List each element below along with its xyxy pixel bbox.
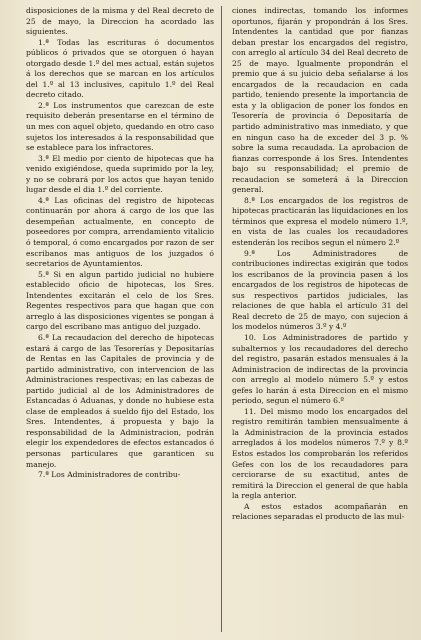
paragraph-left-0: disposiciones de la misma y del Real decreto de 25 de mayo, la Direccion ha acordado las siguientes. [26, 6, 214, 37]
paragraph-right-2: 9.ª Los Administradores de contribuciones indirectas exigirán que todos los escribanos de la provincia pasen á los encargados de los registros de hipotecas de sus respectivos partidos judiciales, las relaciones de que habla el artículo 31 del Real decreto de 25 de mayo, con sujecion á los modelos números 3.º y 4.º [232, 248, 408, 332]
paragraph-right-5: A estos estados acompañarán en relaciones separadas el producto de las mul- [232, 501, 408, 522]
paragraph-right-1: 8.ª Los encargados de los registros de hipotecas practicarán las liquidaciones en los términos que expresa el modelo número 1.º, en vista de las cuales los recaudadores estenderán los recibos segun el número 2.º [232, 195, 408, 248]
right-text-column [232, 6, 408, 523]
paragraph-right-0: ciones indirectas, tomando los informes oportunos, fijarán y propondrán á los Sres. Intendentes la cantidad que por fianzas deban prestar los encargados del registro, con arreglo al artículo 34 del Real decreto de 25 de mayo. Igualmente propondrán el premio que á su juicio deba señalarse á los encargados de la recaudacion en cada partido, teniendo presente la importancia de esta y la obligacion de poner los fondos en Tesorería de provincia ó Depositaría de partido administrativo mas inmediato, y que en ningun caso ha de exceder del 3 p. % sobre la suma recaudada. La aprobacion de fianzas corresponde á los Sres. Intendentes bajo su responsabilidad; el premio de recaudacion se someterá á la Direccion general. [232, 6, 408, 195]
paragraph-left-2: 2.ª Los instrumentos que carezcan de este requisito deberán presentarse en el término de un mes con aquel objeto, quedando en otro caso sujetos los interesados á la responsabilidad que se establece para los infractores. [26, 100, 214, 153]
paragraph-right-3: 10. Los Administradores de partido y subalternos y los recaudadores del derecho del registro, pasarán estados mensuales á la Administracion de indirectas de la provincia con arreglo al modelo número 5.º y estos gefes lo harán á esta Direccion en el mismo periodo, segun el número 6.º [232, 332, 408, 406]
paragraph-left-4: 4.ª Las oficinas del registro de hipotecas continuarán por ahora á cargo de los que las desempeñan actualmente, en concepto de poseedores por compra, arrendamiento vitalicio ó temporal, ó como encargados por razon de ser escribanos mas antiguos de los juzgados ó secretarios de Ayuntamientos. [26, 195, 214, 269]
left-text-column [26, 6, 214, 481]
paragraph-left-1: 1.ª Todas las escrituras ó documentos públicos ó privados que se otorguen ó hayan otorgado desde 1.º del mes actual, están sujetos á los derechos que se marcan en los artículos del 1.º al 13 inclusives, capitulo 1.º del Real decreto citado. [26, 37, 214, 100]
paragraph-left-7: 7.ª Los Administradores de contribu- [38, 470, 181, 480]
paragraph-right-4: 11. Del mismo modo los encargados del registro remitirán tambien mensualmente á la Administracion de la provincia estados arreglados á los modelos números 7.º y 8.º Estos estados los comprobarán los referidos Gefes con los de los recaudadores para cerciorarse de su exactitud, antes de remitirá la Direccion el general de que habla la regla anterior. [232, 406, 408, 501]
paragraph-left-3: 3.ª El medio por ciento de hipotecas que ha venido exigiéndose, queda suprimido por la ley, y no se cobrará por los actos que hayan tenido lugar desde el dia 1.º del corriente. [26, 153, 214, 195]
paragraph-left-6: 6.ª La recaudacion del derecho de hipotecas estará á cargo de las Tesorerías y Depositarías de Rentas en las Capitales de provincia y de partido administrativo, con intervencion de las Administraciones respectivas; en las cabezas de partido judicial al de los Administradores de Estancadas ó Aduanas, y donde no hubiese esta clase de empleados á sueldo fijo del Estado, los Sres. Intendentes, á propuesta y bajo la responsabilidad de la Administracion, podrán elegir los expendedores de efectos estancados ó personas particulares que garanticen su manejo. [26, 332, 214, 469]
column-divider [221, 6, 222, 632]
paragraph-left-5: 5.ª Si en algun partido judicial no hubiere establecido oficio de hipotecas, los Sres. Intendentes excitarán el celo de los Sres. Regentes respectivos para que hagan que con arreglo á las disposiciones vigentes se pongan á cargo del escribano mas antiguo del juzgado. [26, 269, 214, 332]
